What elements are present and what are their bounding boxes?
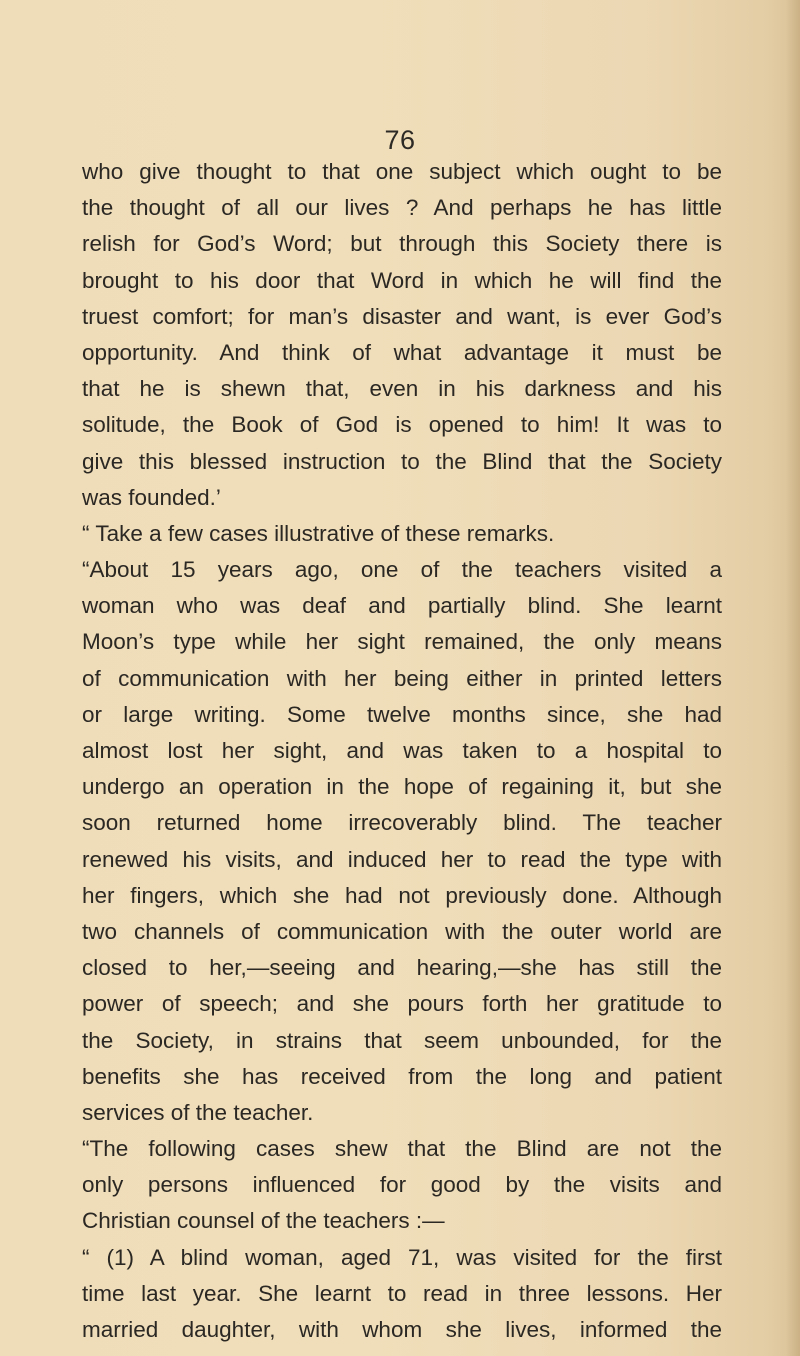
text-line: time last year. She learnt to read in three lessons. Her (82, 1280, 722, 1306)
text-line: “The following cases shew that the Blind are not the (82, 1136, 722, 1162)
text-line: who give thought to that one subject which ought to be (82, 159, 722, 184)
text-line: truest comfort; for man’s disaster and want, is ever God’s (82, 303, 722, 329)
text-line: or large writing. Some twelve months since, she had (82, 701, 722, 727)
text-line: power of speech; and she pours forth her gratitude to (82, 991, 722, 1017)
text-line: her fingers, which she had not previously done. Although (82, 882, 722, 908)
text-line: “About 15 years ago, one of the teachers visited a (82, 557, 722, 583)
text-line: the Society, in strains that seem unbounded, for the (82, 1027, 722, 1053)
text-line: solitude, the Book of God is opened to him! It was to (82, 412, 722, 438)
text-line: services of the teacher. (82, 1099, 314, 1125)
text-line: renewed his visits, and induced her to read the type with (82, 846, 722, 872)
text-line: was founded.’ (82, 484, 221, 510)
text-line: soon returned home irrecoverably blind. The teacher (82, 810, 722, 836)
page-number: 76 (384, 125, 416, 155)
text-line: opportunity. And think of what advantage it must be (82, 339, 722, 365)
text-line: relish for God’s Word; but through this Society there is (82, 231, 722, 257)
text-line: undergo an operation in the hope of regaining it, but she (82, 774, 722, 800)
text-line: give this blessed instruction to the Blind that the Society (82, 448, 722, 474)
text-line: that he is shewn that, even in his darkness and his (82, 376, 722, 402)
text-line: the thought of all our lives ? And perhaps he has little (82, 195, 722, 221)
text-line: two channels of communication with the outer world are (82, 918, 722, 944)
text-line: almost lost her sight, and was taken to a hospital to (82, 738, 722, 763)
body-text (82, 154, 722, 1348)
text-line: “ (1) A blind woman, aged 71, was visited for the first (82, 1244, 722, 1270)
text-line: brought to his door that Word in which he will find the (82, 267, 722, 293)
text-line: of communication with her being either in printed letters (82, 665, 722, 691)
text-line: Christian counsel of the teachers :— (82, 1208, 445, 1234)
text-line: married daughter, with whom she lives, informed the (82, 1317, 722, 1342)
text-line: woman who was deaf and partially blind. She learnt (82, 593, 722, 619)
text-line: “ Take a few cases illustrative of these remarks. (82, 520, 555, 546)
text-line: only persons influenced for good by the visits and (82, 1172, 722, 1198)
text-line: closed to her,—seeing and hearing,—she has still the (82, 955, 722, 981)
text-line: Moon’s type while her sight remained, the only means (82, 629, 722, 655)
text-line: benefits she has received from the long and patient (82, 1063, 722, 1089)
page-edge-shadow (786, 0, 800, 1356)
